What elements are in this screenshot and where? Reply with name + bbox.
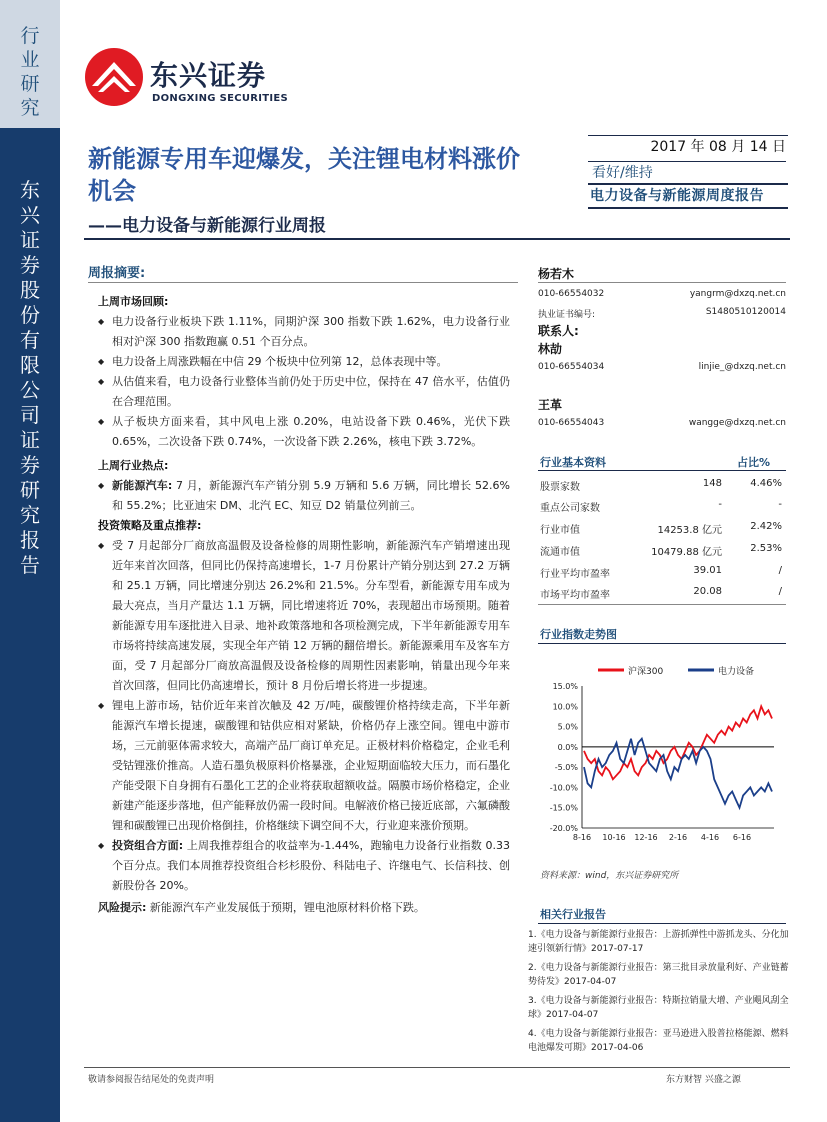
company-bar xyxy=(0,128,60,1122)
y-tick-label: 15.0% xyxy=(552,682,578,691)
list-item[interactable]: 2.《电力设备与新能源行业报告：第三批目录放量利好、产业链蓄势待发》2017-04-07 xyxy=(528,963,789,987)
hotspot-label: 新能源汽车: xyxy=(112,479,173,492)
legend-label: 沪深300 xyxy=(628,667,664,677)
chart-title-divider xyxy=(538,643,786,644)
list-item: ◆ 受 7 月起部分厂商放高温假及设备检修的周期性影响，新能源汽车产销增速出现近年来首次回落，但同比仍保持高速增长，1-7 月份累计产销分别达到 27.2 万辆和 25.1 万辆，同比增速分别达 26.2%和 21.5%。分车型看，新能源专用车成为最大亮点，当月产量达 1.1 万辆，同比增速将近 70%，表现超出市场预期。随着新能源专用车逐批进入目录、地补政策落地和各项检测完成，下半年新能源专用车市场将持续高速发展，实现全年产销 12 万辆的翻倍增长。新能源乘用车及客车方面，受 7 月起部分厂商放高温假及设备检修的周期性因素影响，销量出现今年来首次回落，但同比仍高速增长，预计 8 月份后增长将进一步提速。 xyxy=(98,536,510,696)
company-vertical-label: 东兴证券股份有限公司证券研究报告 xyxy=(20,178,40,577)
related-reports-title: 相关行业报告 xyxy=(540,908,606,921)
x-tick-label: 2-16 xyxy=(668,833,688,842)
table-row: 股票家数 148 4.46% xyxy=(540,478,782,493)
analyst-name: 杨若木 xyxy=(538,267,575,281)
table-bottom-divider xyxy=(538,604,786,605)
hotspot-heading: 上周行业热点: xyxy=(98,459,169,472)
report-subtitle: ——电力设备与新能源行业周报 xyxy=(88,216,326,236)
table-row: 重点公司家数 - - xyxy=(540,499,782,514)
analyst-phone: 010-66554032 xyxy=(538,289,605,299)
portfolio-label: 投资组合方面: xyxy=(112,839,184,852)
y-tick-label: 5.0% xyxy=(557,722,578,732)
series-line xyxy=(584,739,772,808)
x-tick-label: 6-16 xyxy=(732,833,752,842)
table-row: 行业市值 14253.8 亿元 2.42% xyxy=(540,521,782,536)
table-row: 行业平均市盈率 39.01 / xyxy=(540,565,782,580)
contact-name: 王革 xyxy=(538,398,563,412)
y-tick-label: 10.0% xyxy=(552,702,578,712)
footer-slogan: 东方财智 兴盛之源 xyxy=(666,1075,741,1085)
contact-heading: 联系人: xyxy=(538,324,579,338)
contact-phone: 010-66554043 xyxy=(538,418,605,428)
contact-phone: 010-66554034 xyxy=(538,362,605,372)
list-item: ◆ 从子板块方面来看，其中风电上涨 0.20%，电站设备下跌 0.46%，光伏下跌 0.65%，二次设备下跌 0.74%，一次设备下跌 2.26%，核电下跌 3.72%。 xyxy=(98,412,510,452)
chart-source: 资料来源：wind，东兴证券研究所 xyxy=(540,871,679,881)
industry-table-title: 行业基本资料 xyxy=(540,456,606,469)
report-title: 新能源专用车迎爆发，关注锂电材料涨价机会 xyxy=(88,145,520,205)
rating-label: 看好/维持 xyxy=(592,165,653,181)
contact-name: 林劼 xyxy=(538,342,563,356)
x-tick-label: 12-16 xyxy=(634,833,658,842)
analyst-cert xyxy=(538,307,786,320)
portfolio-text: 上周我推荐组合的收益率为-1.44%，跑输电力设备行业指数 0.33 个百分点。我们本周推荐投资组合杉杉股份、科陆电子、许继电气、长信科技、创新股份各 20%。 xyxy=(112,839,511,892)
related-reports-list xyxy=(528,928,790,1060)
list-item: ◆ 电力设备上周涨跌幅在中信 29 个板块中位列第 12，总体表现中等。 xyxy=(98,352,510,372)
analyst-email[interactable]: yangrm@dxzq.net.cn xyxy=(689,289,786,299)
cert-number: S1480510120014 xyxy=(705,307,786,317)
chart-legend xyxy=(598,665,754,677)
risk-label: 风险提示: xyxy=(98,901,147,914)
related-divider xyxy=(538,923,786,924)
logo-name-en: DONGXING SECURITIES xyxy=(152,93,289,104)
risk-text: 新能源汽车产业发展低于预期，锂电池原材料价格下跌。 xyxy=(149,901,425,914)
list-item[interactable]: 4.《电力设备与新能源行业报告：亚马逊进入股普拉格能源、燃料电池爆发可期》2017-04-06 xyxy=(528,1029,789,1053)
y-tick-label: 0.0% xyxy=(557,742,578,752)
contact-info xyxy=(538,418,786,428)
summary-divider xyxy=(88,282,518,283)
industry-table-pct-header: 占比% xyxy=(737,456,771,469)
table-header-divider xyxy=(538,470,786,471)
y-tick-label: -20.0% xyxy=(549,824,578,833)
risk-note xyxy=(98,898,510,918)
list-item xyxy=(98,476,510,516)
market-review-heading: 上周市场回顾: xyxy=(98,295,169,308)
hotspot-text: 7 月，新能源汽车产销分别 5.9 万辆和 5.6 万辆，同比增长 52.6%和 55.2%；比亚迪宋 DM、北汽 EC、知豆 D2 销量位列前三。 xyxy=(112,479,510,512)
contact-info xyxy=(538,362,786,372)
list-item: ◆ 从估值来看，电力设备行业整体当前仍处于历史中位，保持在 47 倍水平，估值仍在合理范围。 xyxy=(98,372,510,412)
cert-label: 执业证书编号: xyxy=(538,310,596,320)
y-tick-label: -5.0% xyxy=(554,763,578,773)
category-label: 行业研究 xyxy=(20,25,40,119)
index-trend-chart xyxy=(538,650,786,860)
footer-disclaimer: 敬请参阅报告结尾处的免责声明 xyxy=(88,1075,215,1085)
legend-label: 电力设备 xyxy=(718,667,755,677)
contact-email[interactable]: linjie_@dxzq.net.cn xyxy=(698,362,786,372)
title-divider xyxy=(84,238,790,240)
analyst-divider xyxy=(538,282,786,283)
x-tick-label: 10-16 xyxy=(602,833,626,842)
x-tick-label: 8-16 xyxy=(572,833,592,842)
list-item[interactable]: 3.《电力设备与新能源行业报告：特斯拉销量大增、产业飓风刮全球》2017-04-07 xyxy=(528,996,789,1020)
list-item: ◆ 电力设备行业板块下跌 1.11%，同期沪深 300 指数下跌 1.62%，电力设备行业相对沪深 300 指数跑赢 0.51 个百分点。 xyxy=(98,312,510,352)
list-item: ◆ 锂电上游市场，钴价近年来首次触及 42 万/吨，碳酸锂价格持续走高，下半年新能源汽车增长提速，碳酸锂和钴供应相对紧缺，价格仍存上涨空间。锂电中游市场，三元前驱体需求较大，高端产品厂商订单充足。正极材料价格稳定，企业毛利受钴锂涨价推高。人造石墨负极原料价格暴涨，企业短期面临较大压力，而石墨化产能受限下自身拥有石墨化工艺的企业将获取超额收益。隔膜市场价格稳定，企业新建产能逐步落地，但产能释放仍需一段时间。电解液价格已接近底部，六氟磷酸锂和碳酸锂已出现价格倒挂，价格继续下调空间不大，行业迎来涨价预期。 xyxy=(98,696,510,836)
chart-series xyxy=(584,706,772,807)
y-tick-label: -10.0% xyxy=(549,783,578,793)
report-date: 2017 年 08 月 14 日 xyxy=(650,139,786,155)
category-bar xyxy=(0,0,60,128)
chart-title: 行业指数走势图 xyxy=(540,628,617,641)
report-type-label: 电力设备与新能源周度报告 xyxy=(590,188,764,204)
summary-heading: 周报摘要: xyxy=(88,266,146,281)
summary-body xyxy=(98,292,510,918)
strategy-heading: 投资策略及重点推荐: xyxy=(98,519,202,532)
analyst-contact xyxy=(538,289,786,299)
table-row: 市场平均市盈率 20.08 / xyxy=(540,586,782,601)
table-row: 流通市值 10479.88 亿元 2.53% xyxy=(540,543,782,558)
contact-email[interactable]: wangge@dxzq.net.cn xyxy=(688,418,786,428)
x-tick-label: 4-16 xyxy=(700,833,720,842)
logo-name-cn: 东兴证券 xyxy=(150,59,267,92)
y-tick-label: -15.0% xyxy=(549,803,578,813)
list-item xyxy=(98,836,510,896)
footer-divider xyxy=(84,1067,790,1068)
list-item[interactable]: 1.《电力设备与新能源行业报告：上游抓弹性中游抓龙头、分化加速引领新行情》2017-07-17 xyxy=(528,930,789,954)
chart-x-axis xyxy=(573,833,751,842)
